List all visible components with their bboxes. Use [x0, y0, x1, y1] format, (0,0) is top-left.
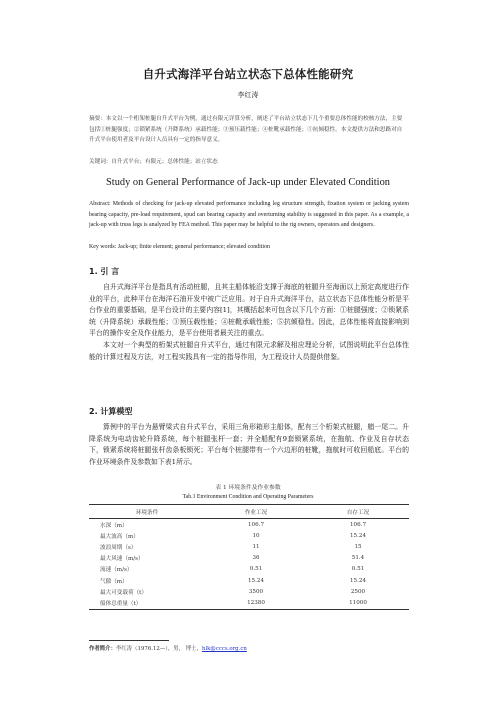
table-cell: 11000 — [307, 597, 409, 609]
chinese-abstract — [89, 114, 407, 146]
table-cell: 船体总重量（t） — [89, 597, 205, 609]
chinese-keywords: 关键词：自升式平台；有限元；总体性能；站立状态 — [89, 159, 218, 165]
english-keywords: Key words: Jack-up; finite element; general performance; elevated condition — [89, 244, 270, 250]
section-2-paragraph-1: 算例中的平台为悬臂梁式自升式平台，采用三角形箱形主船体，配有三个桁架式桩腿，艏一尾二。升降系统为电动齿轮升降系统，每个桩腿张杆一套；并全船配有9套锁紧系统，在拖航、作业及自存状态下，锁紧系统将桩腿张杆齿条板锁死；平台每个桩腿带有一个六边形的桩靴，拖航时可收回船底。平台的作业环境条件及参数如下表1所示。 — [89, 423, 409, 466]
environment-table — [89, 504, 409, 610]
table-cell: 气隙（m） — [100, 578, 128, 585]
section-1-heading: 1. 引 言 — [89, 267, 120, 276]
section-1-paragraph-2: 本文对一个典型的桁架式桩腿自升式平台，通过有限元求解及相应理论分析，试图说明此平台总体性能的计算过程及方法，对工程实践具有一定的指导作用，为工程设计人员提供借鉴。 — [89, 340, 409, 361]
table-cell: 最大风速（m/s） — [100, 556, 144, 563]
table-cell: 波浪周期（s） — [100, 544, 137, 551]
table-cell: 11 — [252, 543, 260, 550]
footnote-label: 作者简介： — [89, 646, 116, 652]
table-cell: 15 — [354, 543, 362, 550]
table-cell: 36 — [252, 555, 260, 562]
table-row — [89, 564, 409, 575]
english-title: Study on General Performance of Jack-up under Elevated Condition — [106, 177, 390, 188]
table-row — [89, 541, 409, 552]
section-1-paragraph-1: 自升式海洋平台是指具有活动桩腿，且其主船体能沿支撑于海底的桩腿升至海面以上预定高度进行作业的平台，此种平台在海洋石油开发中被广泛应用。对于自升式海洋平台，站立状态下总体性能分析是平台作业的重要基础，是平台设计的主要内容[1]，其概括起来可包含以下几个方面：①桩腿强度；②锁紧系统（升降系统）承载性能；③预压载性能；④桩靴承载性能；⑤抗倾稳性。因此，总体性能将直接影响到平台的操作安全及作业能力，是平台使用者最关注的重点。 — [89, 283, 409, 338]
table-cell: 0.51 — [351, 566, 365, 573]
table-row — [89, 530, 409, 541]
table-cell: 106.7 — [248, 521, 265, 528]
section-2-heading: 2. 计算模型 — [89, 407, 133, 416]
table-cell: 106.7 — [349, 521, 366, 528]
table-cell: 最大波高（m） — [100, 533, 139, 540]
footnote-rule — [89, 640, 169, 641]
table-cell: 51.4 — [351, 555, 365, 562]
table-row — [89, 575, 409, 586]
table-header-cell: 作业工况 — [205, 505, 307, 519]
english-abstract: Abstract: Methods of checking for jack-up elevated performance including leg structure strength, fixation system or jacking system bearing capacity, pre-load requirement, spud can bearing capacity and overturning stability is suggested in this paper. As a example, a jack-up with truss legs is analyzed by FEA method. This paper may be helpful to the rig owners, operators and designers. — [89, 201, 409, 228]
table-row — [89, 586, 409, 597]
table-cell: 最大可变载荷（t） — [100, 589, 147, 596]
paper-title: 自升式海洋平台站立状态下总体性能研究 — [142, 67, 354, 81]
author-footnote — [89, 644, 247, 652]
author-name: 李红涛 — [237, 91, 259, 99]
section-1-body — [89, 282, 409, 363]
chinese-abstract-text: 摘要：本文以一个桁架桩腿自升式平台为例，通过有限元详算分析，阐述了平台站立状态下几个重要总体性能的校核方法，主要包括①桩腿强度；②锁紧系统（升降系统）承载性能；③预压载性能；④桩靴承载性能；⑤抗倾稳性。本文提供方法和思路对自升式平台使用者及平台设计人员具有一定的指导意义。 — [89, 116, 403, 144]
table-row — [89, 519, 409, 531]
author-email-link[interactable]: hlk@cccs.org.cn — [201, 646, 247, 652]
table-header-row — [89, 505, 409, 519]
section-2-body — [89, 422, 409, 468]
table-caption-cn: 表 1 环境条件及作业参数 — [215, 485, 281, 491]
table-header-cell: 环境条件 — [89, 505, 205, 519]
table-cell: 15.24 — [349, 532, 366, 539]
table-caption-en: Tab.1 Environment Condition and Operating Parameters — [182, 494, 314, 500]
table-cell: 15.24 — [248, 577, 265, 584]
table-row — [89, 597, 409, 609]
table-cell: 12380 — [205, 597, 307, 609]
table-row — [89, 553, 409, 564]
table-cell: 流速（m/s） — [100, 567, 133, 574]
table-header-cell: 自存工况 — [307, 505, 409, 519]
table-cell: 10 — [252, 532, 260, 539]
table-cell: 2500 — [350, 588, 366, 595]
table-cell: 3500 — [248, 588, 264, 595]
table-cell: 15.24 — [349, 577, 366, 584]
table-cell: 0.51 — [249, 566, 263, 573]
footnote-text: 李红涛（1976.12—），男， 博士， — [115, 646, 202, 652]
table-cell: 水深（m） — [100, 522, 128, 529]
